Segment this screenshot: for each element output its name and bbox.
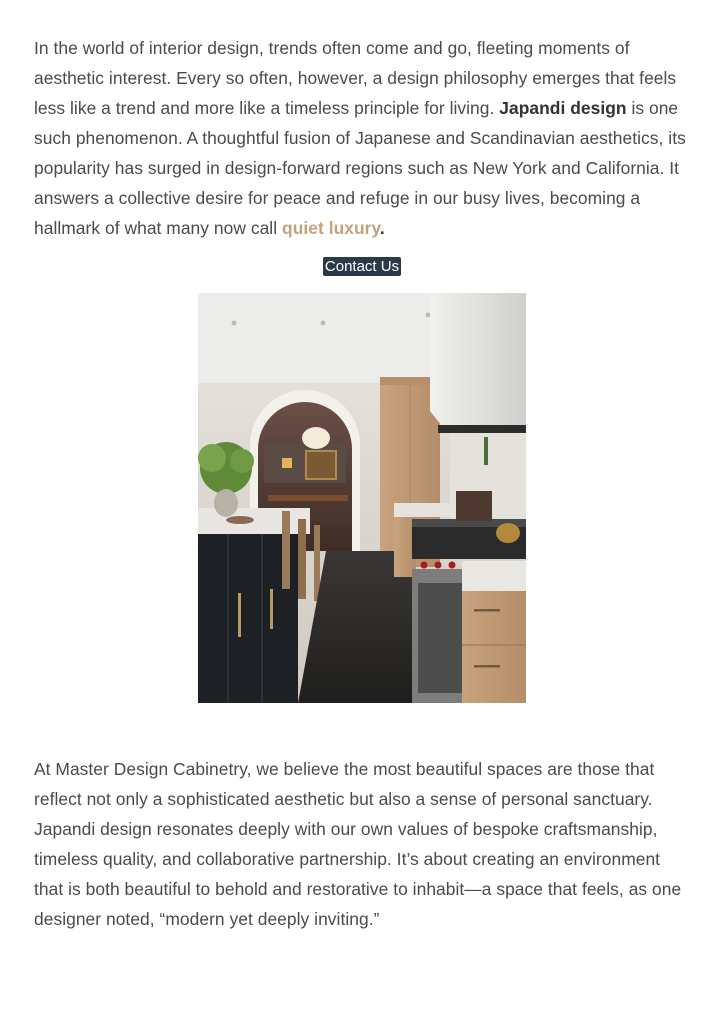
contact-us-button[interactable]: Contact Us — [324, 258, 400, 275]
intro-text-start: In the world of interior design, trends often come and go, fleeting moments of aesthetic interest. Every so often, however, a design philosophy emerges that feels less like a trend and more like a timeless principle for living. — [34, 38, 677, 118]
kitchen-illustration — [198, 293, 526, 703]
intro-paragraph — [34, 33, 694, 243]
japandi-design-term: Japandi design — [499, 98, 627, 118]
kitchen-photo — [198, 293, 526, 703]
quiet-luxury-term: quiet luxury — [282, 218, 380, 238]
cta-container — [0, 257, 724, 276]
body-paragraph: At Master Design Cabinetry, we believe the most beautiful spaces are those that reflect not only a sophisticated aesthetic but also a sense of personal sanctuary. Japandi design resonates deeply with our own values of bespoke craftsmanship, timeless quality, and collaborative partnership. It’s about creating an environment that is both beautiful to behold and restorative to inhabit—a space that feels, as one designer noted, “modern yet deeply inviting.” — [34, 759, 682, 929]
intro-period: . — [379, 218, 385, 238]
intro-text-middle: is one such phenomenon. A thoughtful fusion of Japanese and Scandinavian aesthetics, its popularity has surged in design-forward regions such as New York and California. It answers a collective desire for peace and refuge in our busy lives, becoming a hallmark of what many now call — [34, 98, 686, 238]
